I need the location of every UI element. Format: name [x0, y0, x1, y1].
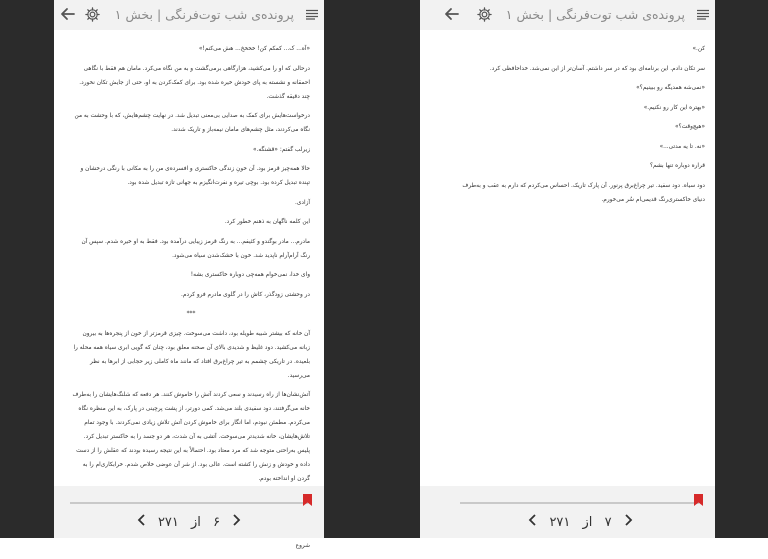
- progress-slider[interactable]: [70, 502, 308, 504]
- reader-footer: [420, 486, 715, 538]
- paragraph: آتش‌نشان‌ها از راه رسیدند و سعی کردند آتش را خاموش کنند. هر دفعه که شلنگ‌هایشان را به‌طرف خانه می‌گرفتند، دود سفیدی بلند می‌شد. کمی دورتر، از پشت پرچینی در پارک، به این منظره نگاه می‌کردم. مطمئن نبودم، اما انگار برای خاموش کردن آتش تلاش زیادی نمی‌کردند. با وجود تمام تلاش‌هایشان، خانه شدیدتر می‌سوخت. آتشی به آن شدت، هر دو جسد را به خاکستر تبدیل کرد. پلیس به‌راحتی متوجه شد که مرد معتاد بود. احتمالاً به این نتیجه رسیده بودند که عقلش را از دست داده و خودش و زنش را کشته است. عالی بود. از شر آن عوضی خلاص شدم. خرابکاری‌ام را به گردن او انداخته بودم.: [72, 392, 310, 482]
- gear-icon: [477, 7, 492, 22]
- total-pages: ۲۷۱: [549, 515, 571, 530]
- paragraph: درخواست‌هایش برای کمک به صدایی بی‌معنی تبدیل شد. در نهایت چشم‌هایش، که با وحشت به من نگاه می‌کردند، مثل چشم‌های مامان نیمه‌باز و تاریک شدند.: [74, 113, 310, 133]
- progress-slider[interactable]: [460, 502, 699, 504]
- paragraph: «آه... ک... کمکم کن! خخخخ... هش می‌کنم!»: [198, 46, 310, 52]
- paragraph: درحالی که او را می‌کشید، هزارگاهی برمی‌گشت و به من نگاه می‌کرد. مامان هم فقط با نگاهی احمقانه و نشسته به پای خودش خیره شده بود. برای کمک‌کردن به او، حتی از جایش تکان نخورد. چند دقیقه گذشت.: [79, 65, 310, 100]
- current-page: ۶: [213, 515, 221, 530]
- paragraph: کن.»: [692, 46, 705, 52]
- section-separator: ***: [186, 311, 196, 317]
- prev-page-button[interactable]: [138, 514, 146, 530]
- bookmark-icon[interactable]: [303, 494, 312, 506]
- arrow-left-icon: [445, 8, 459, 20]
- center-divider: [324, 0, 420, 538]
- reader-footer: [54, 486, 324, 538]
- reader-header: [420, 0, 715, 30]
- chevron-left-icon: [529, 514, 537, 526]
- paragraph: سر تکان دادم. این برنامه‌ای بود که در سر داشتم. آسان‌تر از این نمی‌شد. خداحافظی کرد.: [489, 65, 705, 72]
- page-text: [72, 42, 310, 559]
- back-button[interactable]: [442, 4, 462, 24]
- menu-icon: [306, 9, 318, 20]
- total-pages: ۲۷۱: [157, 515, 179, 530]
- paragraph: زیرلب گفتم: «قشنگه.»: [253, 146, 310, 153]
- page-indicator: [54, 514, 324, 530]
- arrow-left-icon: [61, 8, 75, 20]
- paragraph: قراره دوباره تنها بشم؟: [649, 163, 705, 169]
- gear-icon: [85, 7, 100, 22]
- of-label: از: [191, 515, 201, 530]
- paragraph: دود سیاه. دود سفید. تیر چراغ‌برق پرنور. آن پارک تاریک. احساس می‌کردم که دارم به عقب و به‌طرف دنیای خاکستری‌رنگ قدیمی‌ام سُر می‌خورم.: [462, 182, 705, 203]
- book-title: پرونده‌ی شب توت‌فرنگی | بخش ۱: [114, 7, 294, 22]
- reader-panel-left: [54, 0, 324, 549]
- chevron-left-icon: [138, 514, 146, 526]
- paragraph: مادرم... مادر بوگندو و کثیفم... به رنگ قرمز زیبایی درآمده بود. فقط به او خیره شدم. سپس آن رنگ آرام‌آرام ناپدید شد. خون با خشک‌شدن سیاه می‌شود.: [81, 238, 310, 259]
- paragraph: شروع: [295, 543, 310, 549]
- back-button[interactable]: [58, 4, 78, 24]
- settings-button[interactable]: [82, 4, 102, 24]
- menu-button[interactable]: [302, 4, 322, 24]
- book-title: پرونده‌ی شب توت‌فرنگی | بخش ۱: [505, 7, 685, 22]
- next-page-button[interactable]: [232, 514, 240, 530]
- paragraph: این کلمه ناگهان به ذهنم خطور کرد.: [224, 219, 310, 225]
- prev-page-button[interactable]: [529, 514, 537, 530]
- paragraph: «نمی‌شه همدیگه رو ببینیم؟»: [636, 85, 705, 91]
- reader-header: [54, 0, 324, 30]
- current-page: ۷: [604, 515, 612, 530]
- reader-panel-right: [420, 0, 715, 538]
- paragraph: حالا همه‌چیز قرمز بود. آن خونِ زندگی خاکستری و افسرده‌ی من را به مکانی با رنگی درخشان و تپنده تبدیل کرده بود. بوچی تیره و نفرت‌انگیزم به جهانی تازه تبدیل شده بود.: [80, 166, 310, 186]
- bookmark-icon[interactable]: [694, 494, 703, 506]
- paragraph: آزادی.: [295, 199, 310, 206]
- paragraph: «نه. تا یه مدتی...»: [659, 143, 705, 150]
- paragraph: آن خانه که بیشتر شبیه طویله بود، داشت می‌سوخت. چیزی قرمزتر از خون از پنجره‌ها به بیرون زبانه می‌کشید. دود غلیظ و شدیدی بالای آن صحنه معلق بود، چنان که گویی ابری سیاه همه محله را بلعیده. در تاریکی چشمم به تیر چراغ‌برق افتاد که مانند ماه کاملی زیر حجابی از ابرها به نظر می‌رسید.: [73, 330, 310, 379]
- paragraph: در وحشتی زودگذر، کاش را در گلوی مادرم فرو کردم.: [181, 291, 310, 298]
- menu-button[interactable]: [693, 4, 713, 24]
- left-divider: [0, 0, 54, 538]
- menu-icon: [697, 9, 709, 20]
- paragraph: «هیچ‌وقت؟»: [675, 124, 705, 130]
- page-text: [450, 42, 705, 212]
- right-divider: [715, 0, 768, 538]
- next-page-button[interactable]: [624, 514, 632, 530]
- paragraph: وای خدا، نمی‌خوام همه‌چی دوباره خاکستری بشه!: [190, 272, 310, 278]
- chevron-right-icon: [232, 514, 240, 526]
- of-label: از: [582, 515, 593, 530]
- settings-button[interactable]: [474, 4, 494, 24]
- paragraph: «بهتره این کار رو نکنیم.»: [643, 104, 705, 111]
- chevron-right-icon: [624, 514, 632, 526]
- page-indicator: [420, 514, 715, 530]
